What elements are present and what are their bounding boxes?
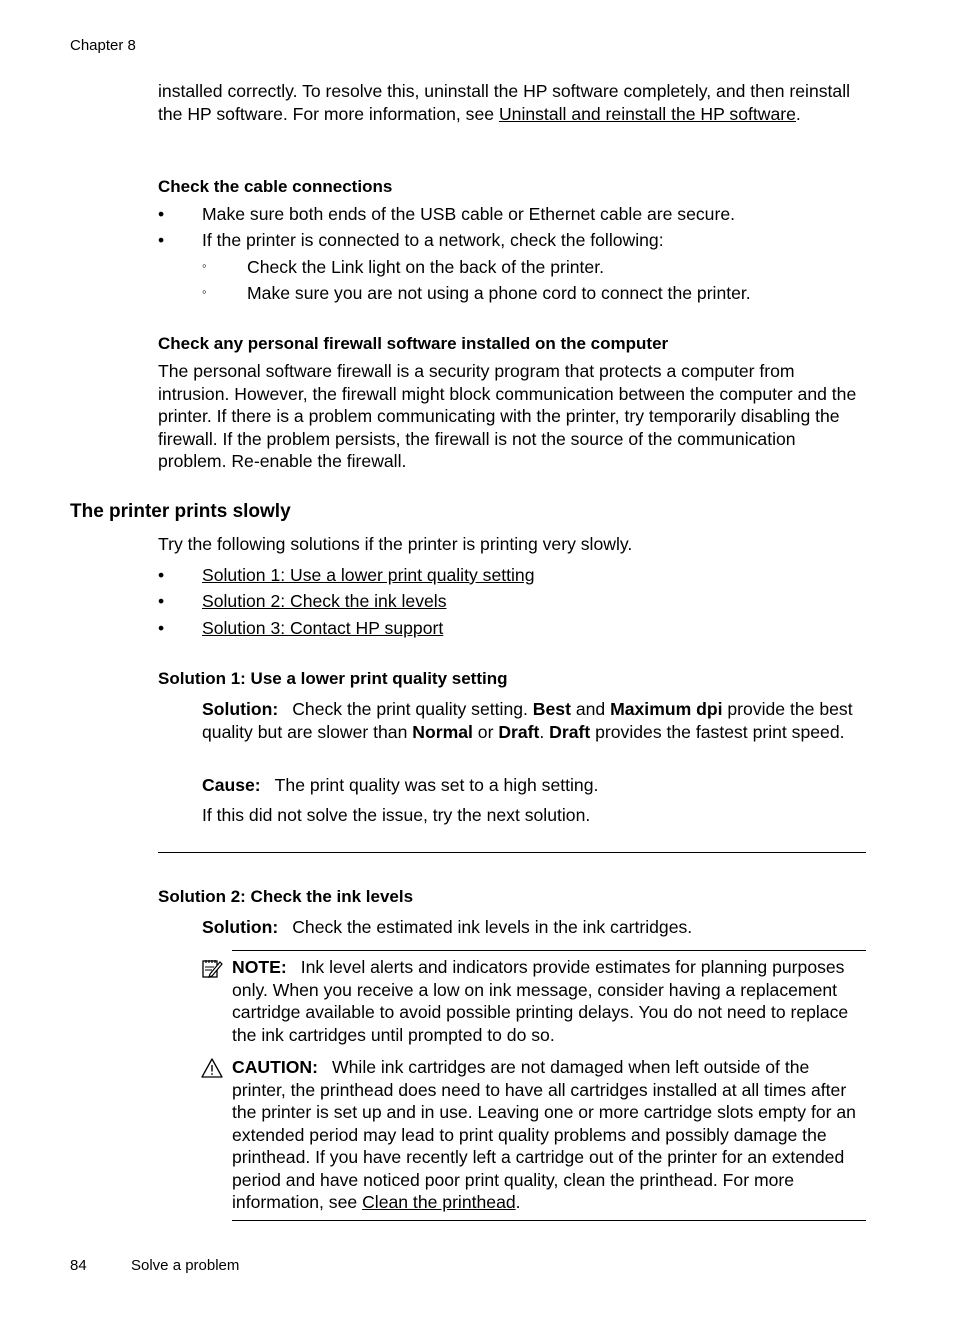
maxdpi-term: Maximum dpi: [610, 699, 723, 719]
normal-term: Normal: [412, 721, 473, 742]
cable-bullet-1: Make sure both ends of the USB cable or Ethernet cable are secure.: [202, 204, 736, 224]
solution1-text: provide the best quality but are slower than: [202, 699, 853, 742]
solution2-heading: Solution 2: Check the ink levels: [158, 887, 414, 906]
solution-2-link[interactable]: Solution 2: Check the ink levels: [202, 591, 447, 611]
next-solution-text: If this did not solve the issue, try the next solution.: [202, 805, 591, 825]
solution-label: Solution:: [202, 699, 279, 719]
solution1-paragraph: [202, 698, 862, 743]
note-paragraph: [232, 956, 862, 1046]
solution1-heading: Solution 1: Use a lower print quality setting: [158, 669, 508, 688]
cable-heading: Check the cable connections: [158, 177, 393, 196]
page-number: 84: [70, 1257, 87, 1274]
cause-label: Cause:: [202, 775, 261, 795]
caution-bottom-rule: [232, 1220, 866, 1221]
slow-heading: The printer prints slowly: [70, 501, 291, 522]
firewall-paragraph: The personal software firewall is a security program that protects a computer from intrusion. However, the firewall might block communication between the computer and the printer. If there is a problem communicating with the printer, try temporarily disabling the firewall. If the problem persists, the firewall is not the source of the communication problem. Re-enable the firewall.: [158, 361, 857, 471]
cable-subbullet-2: Make sure you are not using a phone cord to connect the printer.: [247, 283, 751, 303]
draft-term: Draft: [549, 721, 591, 742]
solution-1-link[interactable]: Solution 1: Use a lower print quality setting: [202, 565, 535, 585]
bullet: •: [158, 230, 165, 250]
cable-subbullet-1: Check the Link light on the back of the printer.: [247, 257, 604, 277]
footer-section: Solve a problem: [131, 1257, 240, 1274]
solution-label: Solution:: [202, 917, 279, 937]
caution-end: .: [515, 1192, 521, 1212]
cause-paragraph: [202, 774, 862, 797]
punct: .: [539, 721, 550, 742]
draft-term: Draft: [498, 721, 540, 742]
caution-icon: [201, 1057, 223, 1079]
sub-bullet: ◦: [202, 258, 207, 273]
intro-paragraph: [158, 80, 858, 125]
solution-3-link[interactable]: Solution 3: Contact HP support: [202, 618, 444, 638]
note-top-rule: [232, 950, 866, 951]
solution2-paragraph: [202, 916, 862, 939]
chapter-label: Chapter 8: [70, 37, 136, 54]
intro-end: .: [795, 103, 801, 124]
note-icon: [201, 957, 223, 979]
best-term: Best: [532, 699, 571, 719]
uninstall-reinstall-link[interactable]: Uninstall and reinstall the HP software: [498, 103, 796, 124]
conj: and: [570, 699, 611, 719]
caution-label: CAUTION:: [232, 1057, 319, 1077]
solution1-text: Check the print quality setting.: [292, 699, 533, 719]
conj: or: [472, 721, 499, 742]
bullet: •: [158, 565, 165, 585]
solution1-text: provides the fastest print speed.: [590, 721, 845, 742]
bullet: •: [158, 591, 165, 611]
firewall-heading: Check any personal firewall software installed on the computer: [158, 334, 669, 353]
cause-text: The print quality was set to a high setting.: [274, 775, 599, 795]
slow-intro: Try the following solutions if the printer is printing very slowly.: [158, 534, 633, 554]
sub-bullet: ◦: [202, 284, 207, 299]
note-text: Ink level alerts and indicators provide estimates for planning purposes only. When you receive a low on ink message, consider having a replacement cartridge available to avoid possible printing delays. You do not need to replace the ink cartridges until prompted to do so.: [232, 957, 849, 1045]
solution2-text: Check the estimated ink levels in the ink cartridges.: [292, 917, 693, 937]
caution-text: While ink cartridges are not damaged when left outside of the printer, the printhead does need to have all cartridges installed at all times after the printer is set up and in use. Leaving one or more cartridge slots empty for an extended period may lead to print quality problems and possibly damage the printhead. If you have recently left a cartridge out of the printer for an extended period and have noticed poor print quality, clean the printhead. For more information, see: [232, 1057, 856, 1212]
caution-paragraph: [232, 1056, 862, 1214]
bullet: •: [158, 618, 165, 638]
intro-text: installed correctly. To resolve this, uninstall the HP software completely, and then reinstall the HP software. For more information, see: [158, 81, 851, 124]
clean-printhead-link[interactable]: Clean the printhead: [362, 1192, 516, 1212]
cable-bullet-2: If the printer is connected to a network, check the following:: [202, 230, 664, 250]
section-divider: [158, 852, 866, 853]
bullet: •: [158, 204, 165, 224]
note-label: NOTE:: [232, 957, 287, 977]
